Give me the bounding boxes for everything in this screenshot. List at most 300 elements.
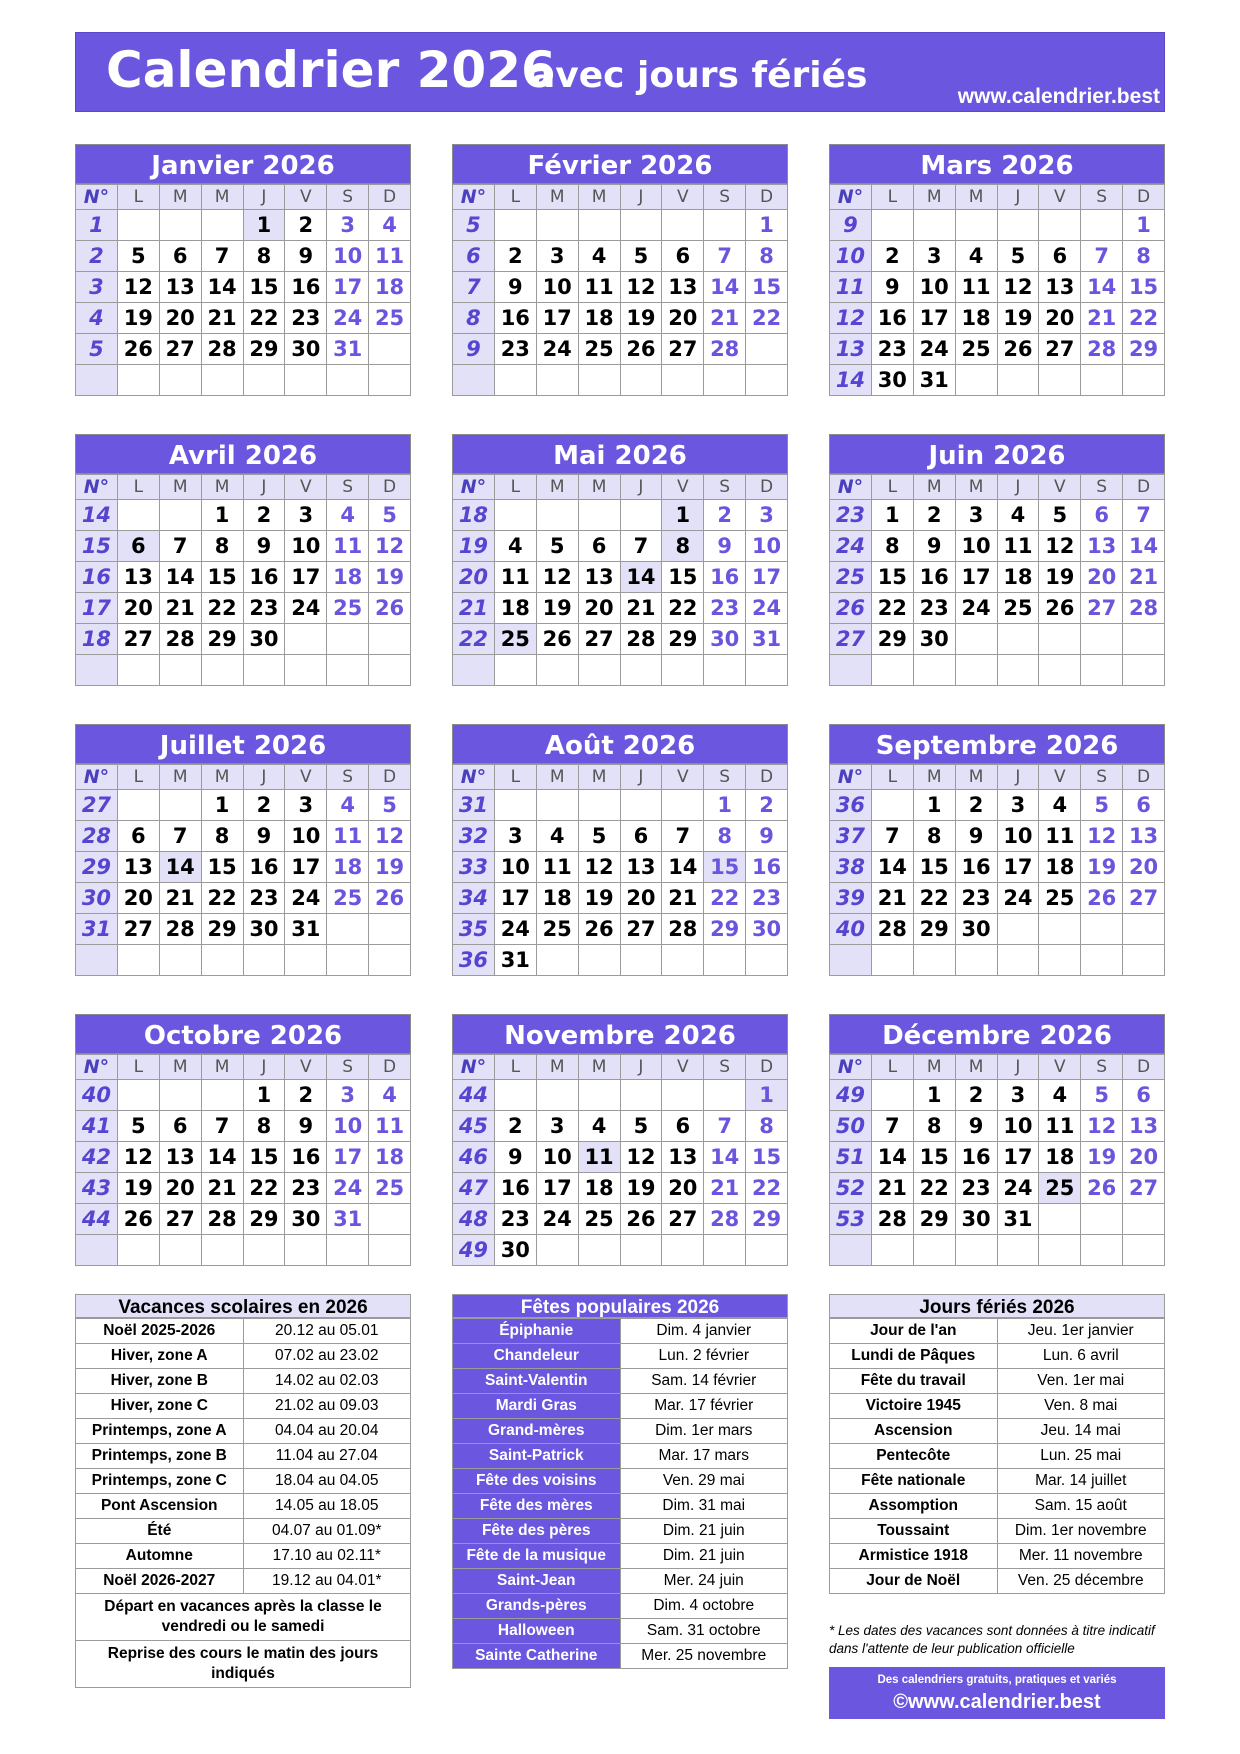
day-cell[interactable]: 7 [620, 531, 662, 562]
day-cell[interactable]: 8 [201, 821, 243, 852]
promo-banner[interactable] [829, 1667, 1165, 1719]
day-cell[interactable]: 6 [1081, 500, 1123, 531]
day-cell[interactable]: 10 [285, 821, 327, 852]
day-cell[interactable]: 13 [159, 272, 201, 303]
day-cell[interactable]: 7 [704, 1111, 746, 1142]
day-cell[interactable]: 2 [285, 210, 327, 241]
day-cell[interactable]: 16 [913, 562, 955, 593]
day-cell[interactable]: 29 [746, 1204, 788, 1235]
day-cell[interactable]: 2 [955, 790, 997, 821]
day-cell[interactable]: 4 [997, 500, 1039, 531]
day-cell[interactable]: 6 [1039, 241, 1081, 272]
day-cell[interactable]: 30 [913, 624, 955, 655]
day-cell[interactable]: 24 [327, 303, 369, 334]
day-cell[interactable]: 22 [871, 593, 913, 624]
day-cell[interactable]: 7 [871, 821, 913, 852]
day-cell[interactable]: 12 [369, 531, 411, 562]
day-cell[interactable]: 27 [1123, 1173, 1165, 1204]
day-cell[interactable]: 27 [159, 334, 201, 365]
day-cell[interactable]: 17 [746, 562, 788, 593]
day-cell[interactable]: 10 [997, 1111, 1039, 1142]
day-cell[interactable]: 22 [913, 883, 955, 914]
day-cell[interactable]: 23 [704, 593, 746, 624]
day-cell[interactable]: 9 [243, 821, 285, 852]
day-cell[interactable]: 5 [620, 241, 662, 272]
day-cell[interactable]: 14 [201, 272, 243, 303]
day-cell[interactable]: 26 [369, 593, 411, 624]
day-cell[interactable]: 18 [536, 883, 578, 914]
day-cell[interactable]: 4 [536, 821, 578, 852]
day-cell[interactable]: 20 [1039, 303, 1081, 334]
day-cell[interactable]: 5 [536, 531, 578, 562]
day-cell[interactable]: 8 [243, 241, 285, 272]
day-cell[interactable]: 28 [704, 1204, 746, 1235]
day-cell[interactable]: 1 [871, 500, 913, 531]
day-cell[interactable]: 31 [913, 365, 955, 396]
day-cell[interactable]: 3 [536, 241, 578, 272]
day-cell[interactable]: 9 [871, 272, 913, 303]
day-cell[interactable]: 21 [1081, 303, 1123, 334]
day-cell[interactable]: 6 [662, 1111, 704, 1142]
day-cell[interactable]: 30 [955, 914, 997, 945]
day-cell[interactable]: 11 [369, 241, 411, 272]
day-cell[interactable]: 13 [159, 1142, 201, 1173]
day-cell[interactable]: 14 [159, 562, 201, 593]
day-cell[interactable]: 6 [159, 1111, 201, 1142]
day-cell[interactable]: 18 [1039, 1142, 1081, 1173]
day-cell[interactable]: 29 [1123, 334, 1165, 365]
day-cell[interactable]: 18 [955, 303, 997, 334]
day-cell[interactable]: 13 [662, 1142, 704, 1173]
day-cell[interactable]: 30 [285, 334, 327, 365]
day-cell[interactable]: 12 [620, 272, 662, 303]
day-cell[interactable]: 4 [578, 1111, 620, 1142]
day-cell[interactable]: 29 [913, 1204, 955, 1235]
day-cell[interactable]: 12 [1081, 1111, 1123, 1142]
day-cell[interactable]: 3 [327, 1080, 369, 1111]
day-cell[interactable]: 9 [704, 531, 746, 562]
day-cell[interactable]: 10 [955, 531, 997, 562]
day-cell[interactable]: 7 [201, 241, 243, 272]
day-cell[interactable]: 14 [704, 1142, 746, 1173]
day-cell[interactable]: 20 [662, 1173, 704, 1204]
day-cell[interactable]: 9 [494, 272, 536, 303]
day-cell[interactable]: 16 [243, 562, 285, 593]
day-cell[interactable]: 16 [704, 562, 746, 593]
day-cell[interactable]: 2 [494, 1111, 536, 1142]
day-cell[interactable]: 28 [201, 334, 243, 365]
day-cell[interactable]: 4 [1039, 1080, 1081, 1111]
day-cell[interactable]: 9 [955, 821, 997, 852]
day-cell[interactable]: 16 [955, 1142, 997, 1173]
day-cell[interactable]: 8 [746, 1111, 788, 1142]
day-cell[interactable]: 23 [243, 883, 285, 914]
day-cell[interactable]: 19 [369, 852, 411, 883]
day-cell[interactable]: 1 [243, 210, 285, 241]
day-cell[interactable]: 25 [369, 303, 411, 334]
day-cell[interactable]: 11 [327, 821, 369, 852]
day-cell[interactable]: 10 [536, 1142, 578, 1173]
day-cell[interactable]: 3 [285, 500, 327, 531]
day-cell[interactable]: 9 [285, 241, 327, 272]
day-cell[interactable]: 31 [494, 945, 536, 976]
day-cell[interactable]: 17 [327, 272, 369, 303]
day-cell[interactable]: 13 [1039, 272, 1081, 303]
day-cell[interactable]: 7 [662, 821, 704, 852]
day-cell[interactable]: 17 [997, 852, 1039, 883]
day-cell[interactable]: 11 [494, 562, 536, 593]
day-cell[interactable]: 21 [201, 303, 243, 334]
day-cell[interactable]: 4 [327, 500, 369, 531]
day-cell[interactable]: 27 [1123, 883, 1165, 914]
day-cell[interactable]: 30 [955, 1204, 997, 1235]
day-cell[interactable]: 19 [1039, 562, 1081, 593]
day-cell[interactable]: 22 [704, 883, 746, 914]
day-cell[interactable]: 20 [578, 593, 620, 624]
day-cell[interactable]: 17 [285, 562, 327, 593]
day-cell[interactable]: 5 [117, 241, 159, 272]
day-cell[interactable]: 27 [578, 624, 620, 655]
day-cell[interactable]: 4 [369, 210, 411, 241]
day-cell[interactable]: 14 [620, 562, 662, 593]
day-cell[interactable]: 7 [159, 531, 201, 562]
day-cell[interactable]: 18 [369, 1142, 411, 1173]
day-cell[interactable]: 21 [871, 1173, 913, 1204]
day-cell[interactable]: 24 [913, 334, 955, 365]
day-cell[interactable]: 15 [746, 1142, 788, 1173]
day-cell[interactable]: 20 [117, 883, 159, 914]
day-cell[interactable]: 29 [201, 624, 243, 655]
day-cell[interactable]: 16 [871, 303, 913, 334]
day-cell[interactable]: 23 [955, 883, 997, 914]
day-cell[interactable]: 16 [494, 303, 536, 334]
day-cell[interactable]: 22 [913, 1173, 955, 1204]
day-cell[interactable]: 7 [871, 1111, 913, 1142]
day-cell[interactable]: 15 [913, 1142, 955, 1173]
day-cell[interactable]: 14 [1123, 531, 1165, 562]
day-cell[interactable]: 28 [201, 1204, 243, 1235]
day-cell[interactable]: 3 [327, 210, 369, 241]
day-cell[interactable]: 23 [285, 303, 327, 334]
day-cell[interactable]: 26 [536, 624, 578, 655]
day-cell[interactable]: 31 [327, 334, 369, 365]
day-cell[interactable]: 13 [1081, 531, 1123, 562]
day-cell[interactable]: 2 [494, 241, 536, 272]
day-cell[interactable]: 15 [1123, 272, 1165, 303]
day-cell[interactable]: 25 [327, 883, 369, 914]
day-cell[interactable]: 5 [369, 790, 411, 821]
day-cell[interactable]: 14 [704, 272, 746, 303]
day-cell[interactable]: 23 [913, 593, 955, 624]
day-cell[interactable]: 27 [117, 914, 159, 945]
day-cell[interactable]: 20 [662, 303, 704, 334]
day-cell[interactable]: 1 [746, 1080, 788, 1111]
day-cell[interactable]: 1 [1123, 210, 1165, 241]
day-cell[interactable]: 25 [327, 593, 369, 624]
day-cell[interactable]: 24 [285, 593, 327, 624]
day-cell[interactable]: 11 [578, 1142, 620, 1173]
day-cell[interactable]: 19 [1081, 852, 1123, 883]
day-cell[interactable]: 24 [746, 593, 788, 624]
day-cell[interactable]: 11 [1039, 821, 1081, 852]
day-cell[interactable]: 15 [704, 852, 746, 883]
day-cell[interactable]: 29 [871, 624, 913, 655]
day-cell[interactable]: 12 [997, 272, 1039, 303]
day-cell[interactable]: 3 [913, 241, 955, 272]
day-cell[interactable]: 12 [620, 1142, 662, 1173]
day-cell[interactable]: 11 [955, 272, 997, 303]
day-cell[interactable]: 23 [494, 1204, 536, 1235]
day-cell[interactable]: 21 [159, 593, 201, 624]
day-cell[interactable]: 25 [1039, 1173, 1081, 1204]
day-cell[interactable]: 16 [285, 1142, 327, 1173]
day-cell[interactable]: 30 [243, 914, 285, 945]
day-cell[interactable]: 2 [746, 790, 788, 821]
day-cell[interactable]: 26 [620, 1204, 662, 1235]
day-cell[interactable]: 14 [871, 1142, 913, 1173]
day-cell[interactable]: 2 [285, 1080, 327, 1111]
day-cell[interactable]: 23 [494, 334, 536, 365]
day-cell[interactable]: 20 [620, 883, 662, 914]
day-cell[interactable]: 29 [662, 624, 704, 655]
day-cell[interactable]: 25 [578, 1204, 620, 1235]
day-cell[interactable]: 27 [662, 1204, 704, 1235]
day-cell[interactable]: 2 [243, 790, 285, 821]
day-cell[interactable]: 30 [494, 1235, 536, 1266]
day-cell[interactable]: 3 [955, 500, 997, 531]
day-cell[interactable]: 6 [1123, 1080, 1165, 1111]
day-cell[interactable]: 27 [159, 1204, 201, 1235]
day-cell[interactable]: 15 [913, 852, 955, 883]
day-cell[interactable]: 18 [997, 562, 1039, 593]
day-cell[interactable]: 7 [704, 241, 746, 272]
day-cell[interactable]: 26 [1081, 883, 1123, 914]
day-cell[interactable]: 21 [1123, 562, 1165, 593]
day-cell[interactable]: 16 [494, 1173, 536, 1204]
day-cell[interactable]: 6 [578, 531, 620, 562]
day-cell[interactable]: 20 [1123, 1142, 1165, 1173]
day-cell[interactable]: 4 [494, 531, 536, 562]
day-cell[interactable]: 4 [578, 241, 620, 272]
day-cell[interactable]: 15 [243, 272, 285, 303]
day-cell[interactable]: 26 [1039, 593, 1081, 624]
day-cell[interactable]: 20 [1081, 562, 1123, 593]
day-cell[interactable]: 10 [285, 531, 327, 562]
day-cell[interactable]: 2 [243, 500, 285, 531]
day-cell[interactable]: 27 [620, 914, 662, 945]
day-cell[interactable]: 27 [1081, 593, 1123, 624]
day-cell[interactable]: 28 [159, 914, 201, 945]
day-cell[interactable]: 11 [578, 272, 620, 303]
day-cell[interactable]: 5 [578, 821, 620, 852]
day-cell[interactable]: 28 [1081, 334, 1123, 365]
day-cell[interactable]: 25 [369, 1173, 411, 1204]
day-cell[interactable]: 22 [243, 303, 285, 334]
day-cell[interactable]: 13 [578, 562, 620, 593]
day-cell[interactable]: 13 [662, 272, 704, 303]
day-cell[interactable]: 20 [1123, 852, 1165, 883]
day-cell[interactable]: 27 [662, 334, 704, 365]
day-cell[interactable]: 28 [871, 914, 913, 945]
day-cell[interactable]: 15 [871, 562, 913, 593]
day-cell[interactable]: 12 [578, 852, 620, 883]
day-cell[interactable]: 21 [620, 593, 662, 624]
day-cell[interactable]: 30 [871, 365, 913, 396]
day-cell[interactable]: 18 [494, 593, 536, 624]
day-cell[interactable]: 12 [536, 562, 578, 593]
day-cell[interactable]: 5 [117, 1111, 159, 1142]
day-cell[interactable]: 31 [327, 1204, 369, 1235]
day-cell[interactable]: 2 [871, 241, 913, 272]
day-cell[interactable]: 8 [746, 241, 788, 272]
day-cell[interactable]: 9 [955, 1111, 997, 1142]
day-cell[interactable]: 9 [494, 1142, 536, 1173]
day-cell[interactable]: 10 [997, 821, 1039, 852]
day-cell[interactable]: 19 [1081, 1142, 1123, 1173]
day-cell[interactable]: 16 [955, 852, 997, 883]
day-cell[interactable]: 24 [997, 883, 1039, 914]
day-cell[interactable]: 3 [997, 790, 1039, 821]
day-cell[interactable]: 24 [494, 914, 536, 945]
day-cell[interactable]: 5 [1039, 500, 1081, 531]
day-cell[interactable]: 22 [1123, 303, 1165, 334]
day-cell[interactable]: 16 [746, 852, 788, 883]
day-cell[interactable]: 25 [494, 624, 536, 655]
day-cell[interactable]: 27 [1039, 334, 1081, 365]
day-cell[interactable]: 12 [117, 1142, 159, 1173]
day-cell[interactable]: 17 [997, 1142, 1039, 1173]
day-cell[interactable]: 16 [285, 272, 327, 303]
day-cell[interactable]: 17 [494, 883, 536, 914]
day-cell[interactable]: 20 [159, 303, 201, 334]
day-cell[interactable]: 3 [494, 821, 536, 852]
day-cell[interactable]: 21 [704, 1173, 746, 1204]
day-cell[interactable]: 6 [1123, 790, 1165, 821]
day-cell[interactable]: 24 [327, 1173, 369, 1204]
day-cell[interactable]: 9 [746, 821, 788, 852]
day-cell[interactable]: 26 [578, 914, 620, 945]
day-cell[interactable]: 9 [243, 531, 285, 562]
day-cell[interactable]: 23 [285, 1173, 327, 1204]
day-cell[interactable]: 26 [117, 334, 159, 365]
day-cell[interactable]: 25 [997, 593, 1039, 624]
day-cell[interactable]: 5 [1081, 790, 1123, 821]
day-cell[interactable]: 3 [536, 1111, 578, 1142]
day-cell[interactable]: 17 [536, 1173, 578, 1204]
day-cell[interactable]: 29 [243, 1204, 285, 1235]
day-cell[interactable]: 28 [159, 624, 201, 655]
day-cell[interactable]: 13 [1123, 1111, 1165, 1142]
day-cell[interactable]: 21 [704, 303, 746, 334]
day-cell[interactable]: 27 [117, 624, 159, 655]
day-cell[interactable]: 30 [746, 914, 788, 945]
day-cell[interactable]: 19 [997, 303, 1039, 334]
day-cell[interactable]: 29 [243, 334, 285, 365]
day-cell[interactable]: 26 [620, 334, 662, 365]
day-cell[interactable]: 7 [1123, 500, 1165, 531]
day-cell[interactable]: 6 [662, 241, 704, 272]
day-cell[interactable]: 17 [913, 303, 955, 334]
day-cell[interactable]: 12 [117, 272, 159, 303]
day-cell[interactable]: 5 [620, 1111, 662, 1142]
day-cell[interactable]: 24 [285, 883, 327, 914]
day-cell[interactable]: 22 [201, 883, 243, 914]
day-cell[interactable]: 21 [871, 883, 913, 914]
day-cell[interactable]: 31 [285, 914, 327, 945]
day-cell[interactable]: 6 [117, 531, 159, 562]
day-cell[interactable]: 6 [620, 821, 662, 852]
day-cell[interactable]: 7 [201, 1111, 243, 1142]
day-cell[interactable]: 19 [620, 303, 662, 334]
day-cell[interactable]: 31 [746, 624, 788, 655]
day-cell[interactable]: 15 [201, 852, 243, 883]
day-cell[interactable]: 10 [746, 531, 788, 562]
day-cell[interactable]: 10 [536, 272, 578, 303]
day-cell[interactable]: 19 [578, 883, 620, 914]
day-cell[interactable]: 25 [955, 334, 997, 365]
day-cell[interactable]: 1 [662, 500, 704, 531]
day-cell[interactable]: 15 [746, 272, 788, 303]
day-cell[interactable]: 18 [578, 303, 620, 334]
day-cell[interactable]: 6 [159, 241, 201, 272]
day-cell[interactable]: 9 [913, 531, 955, 562]
day-cell[interactable]: 8 [662, 531, 704, 562]
day-cell[interactable]: 30 [243, 624, 285, 655]
day-cell[interactable]: 14 [1081, 272, 1123, 303]
day-cell[interactable]: 14 [662, 852, 704, 883]
day-cell[interactable]: 10 [327, 241, 369, 272]
day-cell[interactable]: 4 [955, 241, 997, 272]
day-cell[interactable]: 17 [955, 562, 997, 593]
day-cell[interactable]: 14 [159, 852, 201, 883]
day-cell[interactable]: 15 [201, 562, 243, 593]
day-cell[interactable]: 26 [1081, 1173, 1123, 1204]
day-cell[interactable]: 1 [913, 790, 955, 821]
day-cell[interactable]: 12 [369, 821, 411, 852]
day-cell[interactable]: 11 [997, 531, 1039, 562]
day-cell[interactable]: 31 [997, 1204, 1039, 1235]
day-cell[interactable]: 22 [662, 593, 704, 624]
day-cell[interactable]: 5 [1081, 1080, 1123, 1111]
day-cell[interactable]: 11 [327, 531, 369, 562]
day-cell[interactable]: 2 [704, 500, 746, 531]
day-cell[interactable]: 20 [159, 1173, 201, 1204]
day-cell[interactable]: 8 [1123, 241, 1165, 272]
day-cell[interactable]: 24 [955, 593, 997, 624]
day-cell[interactable]: 10 [494, 852, 536, 883]
day-cell[interactable]: 18 [369, 272, 411, 303]
day-cell[interactable]: 17 [536, 303, 578, 334]
day-cell[interactable]: 28 [1123, 593, 1165, 624]
day-cell[interactable]: 8 [704, 821, 746, 852]
day-cell[interactable]: 7 [159, 821, 201, 852]
day-cell[interactable]: 8 [871, 531, 913, 562]
day-cell[interactable]: 18 [327, 562, 369, 593]
day-cell[interactable]: 10 [327, 1111, 369, 1142]
day-cell[interactable]: 22 [746, 1173, 788, 1204]
day-cell[interactable]: 15 [243, 1142, 285, 1173]
day-cell[interactable]: 5 [997, 241, 1039, 272]
day-cell[interactable]: 25 [578, 334, 620, 365]
day-cell[interactable]: 18 [578, 1173, 620, 1204]
day-cell[interactable]: 1 [746, 210, 788, 241]
day-cell[interactable]: 28 [871, 1204, 913, 1235]
day-cell[interactable]: 24 [536, 1204, 578, 1235]
day-cell[interactable]: 13 [620, 852, 662, 883]
day-cell[interactable]: 19 [620, 1173, 662, 1204]
day-cell[interactable]: 12 [1081, 821, 1123, 852]
day-cell[interactable]: 3 [997, 1080, 1039, 1111]
